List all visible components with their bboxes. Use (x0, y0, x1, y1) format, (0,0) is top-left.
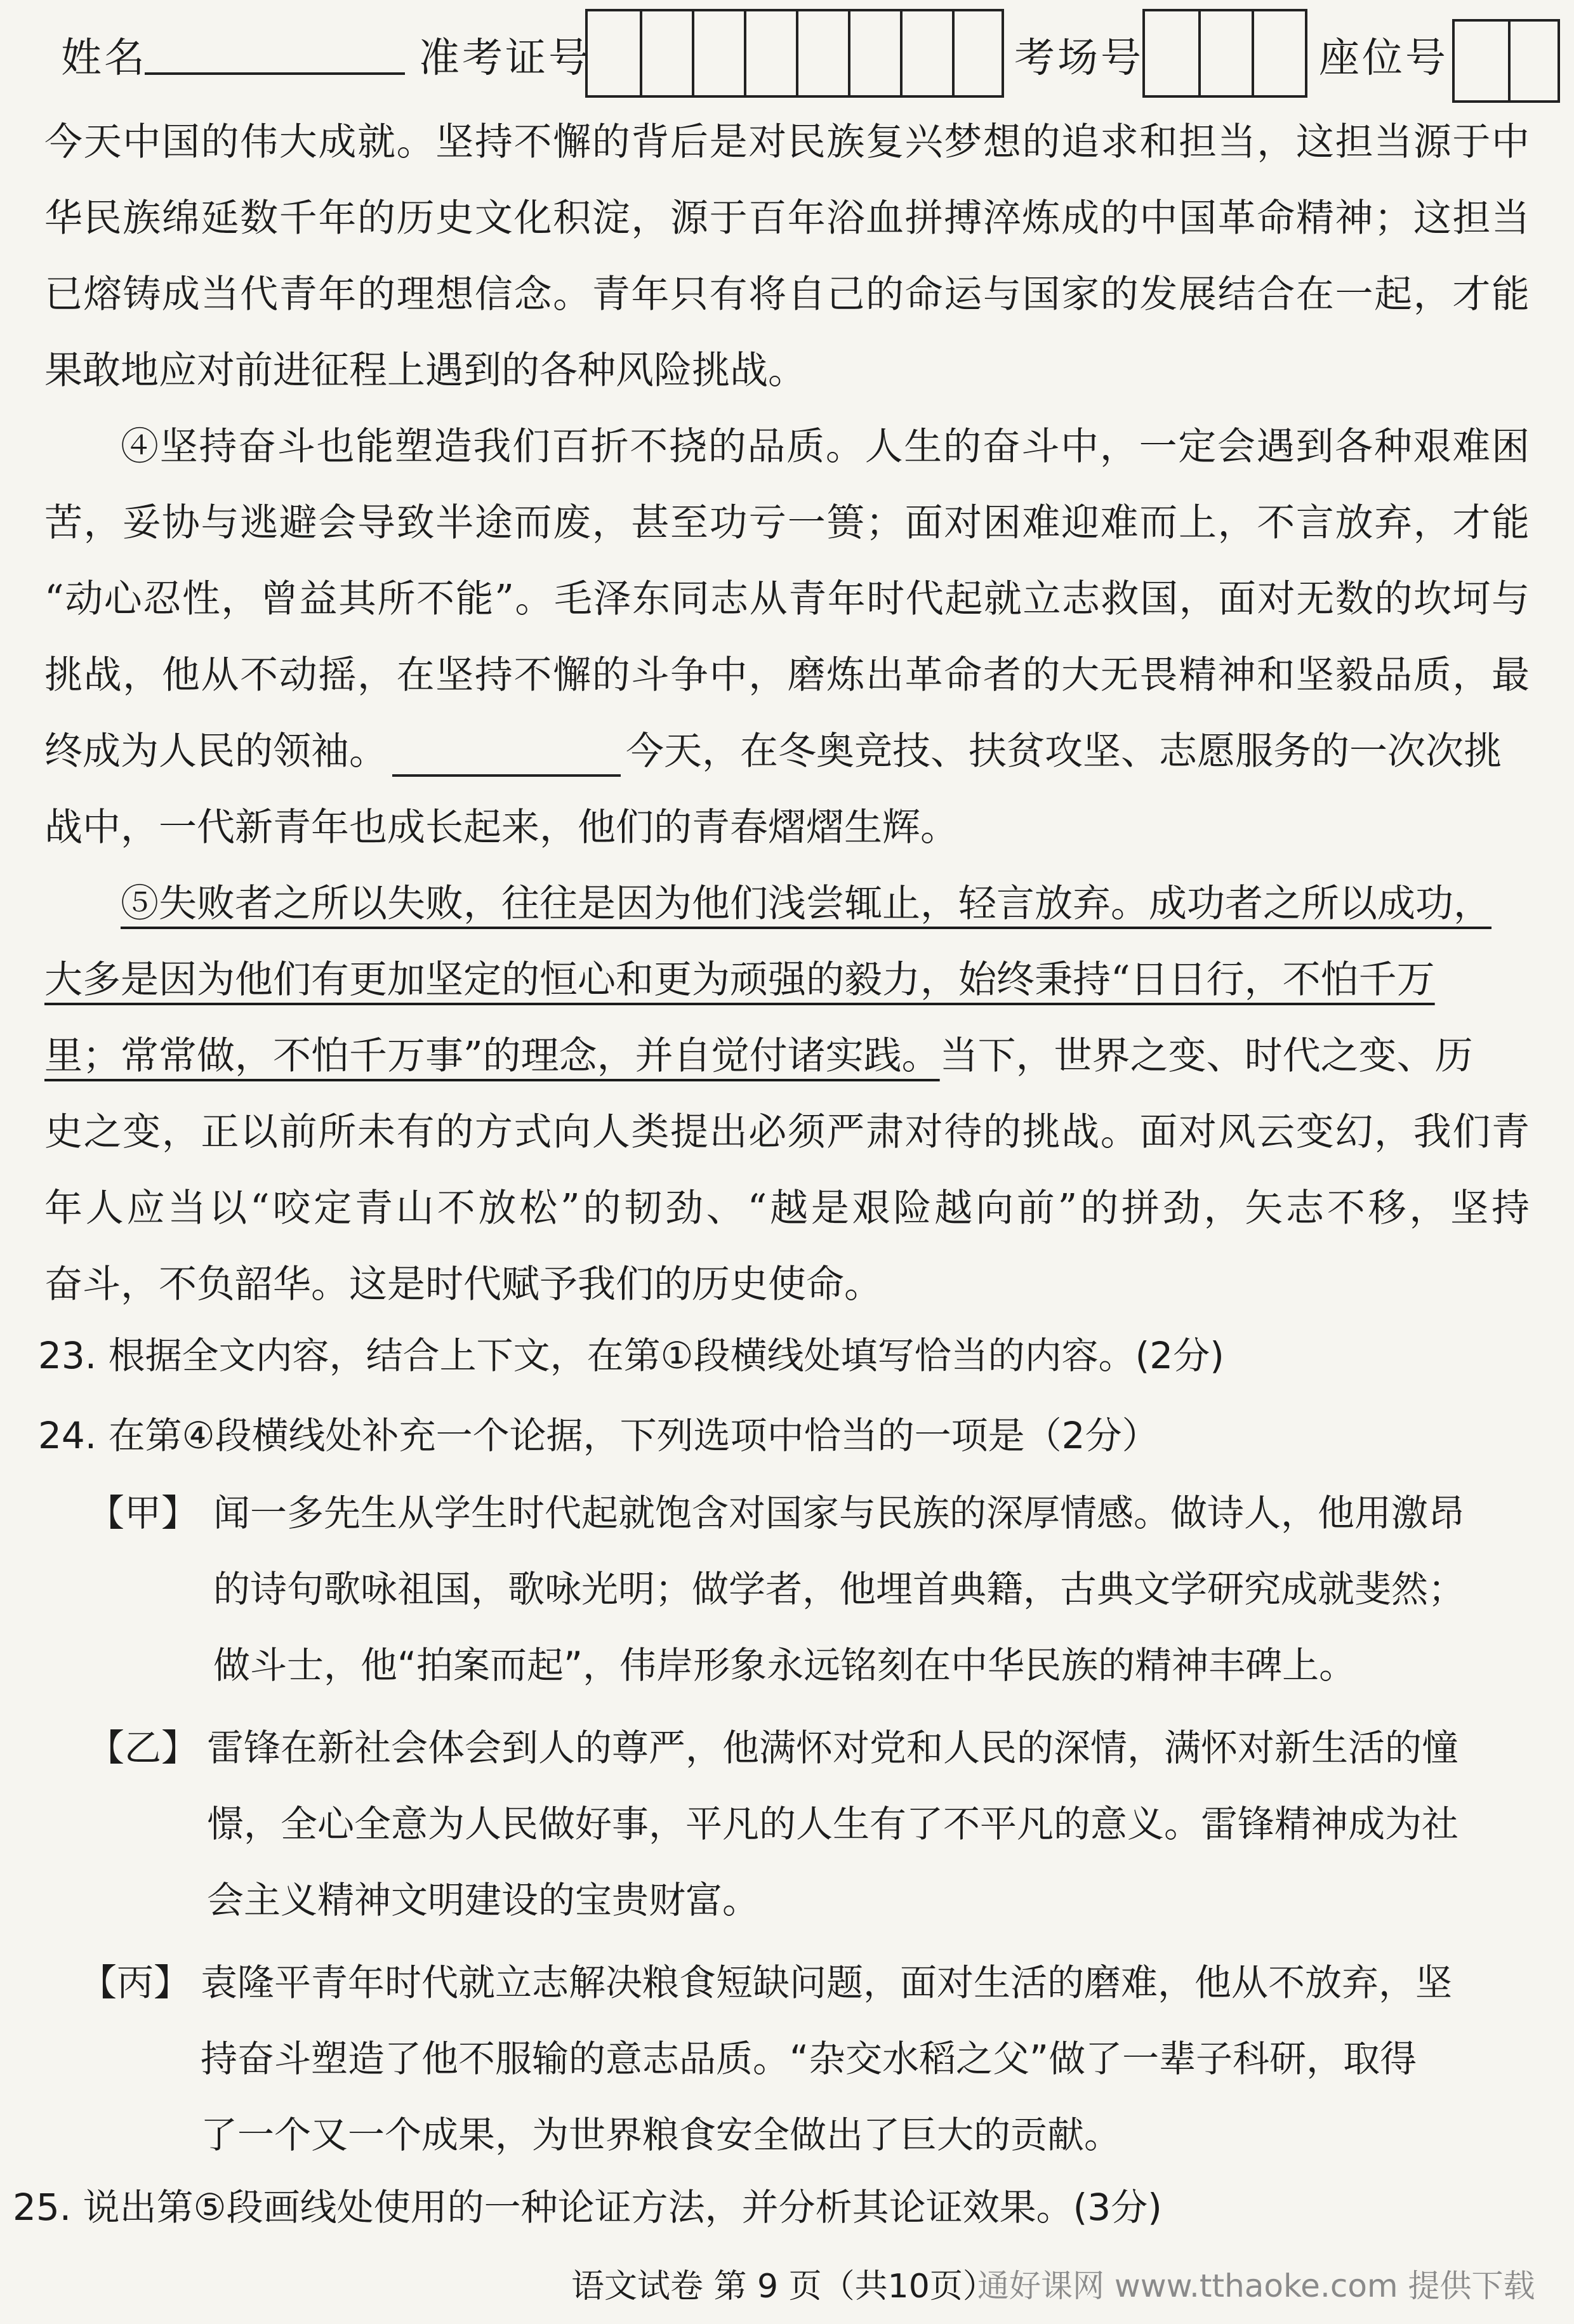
passage-line: 年人应当以“咬定青山不放松”的韧劲、“越是艰险越向前”的拼劲，矢志不移，坚持 (44, 1186, 1530, 1231)
room-number-boxes[interactable] (1142, 9, 1307, 98)
passage-line: 奋斗，不负韶华。这是时代赋予我们的历史使命。 (44, 1262, 882, 1307)
option-line: 做斗士，他“拍案而起”，伟岸形象永远铭刻在中华民族的精神丰碑上。 (213, 1644, 1356, 1687)
passage-line: 今天中国的伟大成就。坚持不懈的背后是对民族复兴梦想的追求和担当，这担当源于中 (44, 120, 1530, 164)
option-tag-yi: 【乙】 (88, 1726, 199, 1769)
passage-line: 果敢地应对前进征程上遇到的各种风险挑战。 (44, 348, 806, 393)
passage-line-with-gap (44, 726, 1530, 779)
answer-blank[interactable] (392, 736, 621, 777)
mixed-line (44, 1031, 1530, 1084)
option-line: 袁隆平青年时代就立志解决粮食短缺问题，面对生活的磨难，他从不放弃，坚 (201, 1961, 1453, 2004)
ticket-label: 准考证号 (419, 35, 592, 82)
question-24: 24. 在第④段横线处补充一个论据，下列选项中恰当的一项是（2分） (38, 1414, 1159, 1457)
plain-text: 当下，世界之变、时代之变、历 (939, 1034, 1473, 1078)
name-blank[interactable] (145, 72, 405, 75)
option-tag-bing: 【丙】 (80, 1961, 191, 2004)
option-line: 会主义精神文明建设的宝贵财富。 (207, 1878, 760, 1922)
passage-line: “动心忍性，曾益其所不能”。毛泽东同志从青年时代起就立志救国，面对无数的坎坷与 (44, 577, 1530, 621)
underlined-text: 里；常常做，不怕千万事”的理念，并自觉付诸实践。 (44, 1034, 940, 1078)
option-tag-jia: 【甲】 (88, 1491, 199, 1535)
gap-before-text: 终成为人民的领袖。 (44, 729, 387, 774)
underlined-text: 大多是因为他们有更加坚定的恒心和更为顽强的毅力，始终秉持“日日行，不怕千万 (44, 958, 1435, 1002)
option-line: 了一个又一个成果，为世界粮食安全做出了巨大的贡献。 (201, 2113, 1121, 2156)
passage-line: 苦，妥协与逃避会导致半途而废，甚至功亏一篑；面对困难迎难而上，不言放弃，才能 (44, 501, 1530, 545)
option-line: 憬，全心全意为人民做好事，平凡的人生有了不平凡的意义。雷锋精神成为社 (207, 1802, 1459, 1845)
room-label: 考场号 (1014, 35, 1144, 82)
underlined-line (44, 954, 1530, 1008)
name-label: 姓名 (61, 35, 147, 82)
passage-line: ④坚持奋斗也能塑造我们百折不挠的品质。人生的奋斗中，一定会遇到各种艰难困 (121, 425, 1530, 469)
underlined-line (121, 878, 1530, 932)
option-line: 的诗句歌咏祖国，歌咏光明；做学者，他埋首典籍，古典文学研究成就斐然； (213, 1568, 1465, 1611)
passage-line: 战中，一代新青年也成长起来，他们的青春熠熠生辉。 (44, 805, 958, 850)
passage-line: 华民族绵延数千年的历史文化积淀，源于百年浴血拼搏淬炼成的中国革命精神；这担当 (44, 196, 1530, 241)
passage-line: 挑战，他从不动摇，在坚持不懈的斗争中，磨炼出革命者的大无畏精神和坚毅品质，最 (44, 653, 1530, 697)
gap-after-text: 今天，在冬奥竞技、扶贫攻坚、志愿服务的一次次挑 (626, 729, 1502, 774)
question-25: 25. 说出第⑤段画线处使用的一种论证方法，并分析其论证效果。(3分) (13, 2186, 1162, 2229)
passage-line: 已熔铸成当代青年的理想信念。青年只有将自己的命运与国家的发展结合在一起，才能 (44, 272, 1530, 317)
seat-label: 座位号 (1319, 35, 1448, 82)
watermark: 通好课网 www.tthaoke.com 提供下载 (977, 2268, 1535, 2304)
seat-number-boxes[interactable] (1452, 19, 1560, 103)
ticket-number-boxes[interactable] (585, 9, 1004, 98)
option-line: 持奋斗塑造了他不服输的意志品质。“杂交水稻之父”做了一辈子科研，取得 (201, 2037, 1417, 2080)
page-footer: 语文试卷 第 9 页（共10页） (571, 2268, 996, 2306)
underlined-text: ⑤失败者之所以失败，往往是因为他们浅尝辄止，轻言放弃。成功者之所以成功， (121, 881, 1491, 926)
passage-line: 史之变，正以前所未有的方式向人类提出必须严肃对待的挑战。面对风云变幻，我们青 (44, 1110, 1530, 1154)
option-line: 雷锋在新社会体会到人的尊严，他满怀对党和人民的深情，满怀对新生活的憧 (207, 1726, 1459, 1769)
option-line: 闻一多先生从学生时代起就饱含对国家与民族的深厚情感。做诗人，他用激昂 (213, 1491, 1465, 1535)
question-23: 23. 根据全文内容，结合上下文，在第①段横线处填写恰当的内容。(2分) (38, 1334, 1224, 1377)
